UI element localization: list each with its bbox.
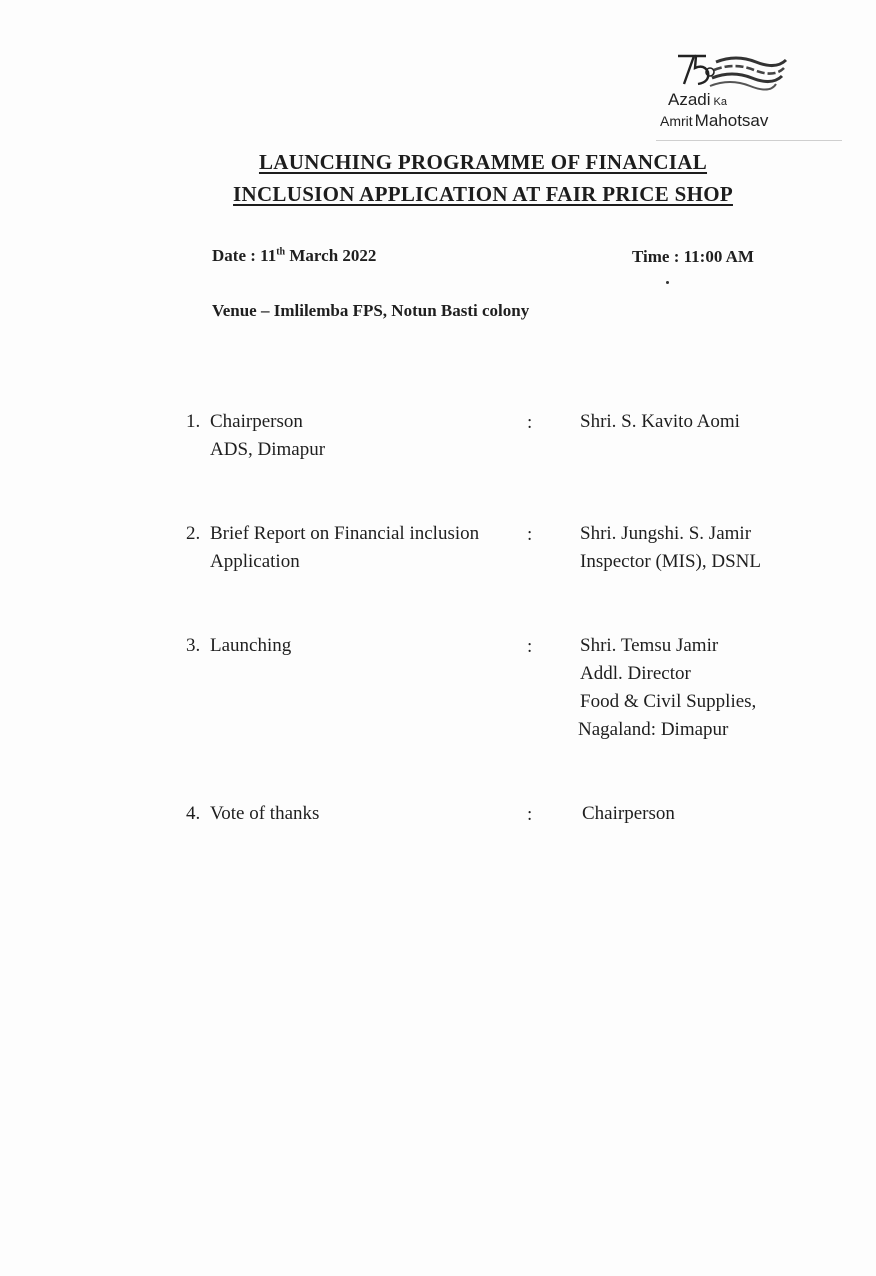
agenda-item-2-title-line-2: Application — [210, 551, 300, 572]
agenda-item-4-person-line-1: Chairperson — [582, 803, 675, 824]
agenda-item-4-separator: : — [527, 804, 533, 825]
logo-mahotsav: Mahotsav — [694, 111, 769, 130]
agenda-item-1-number: 1. — [186, 411, 201, 432]
date-prefix: Date : 11 — [212, 246, 277, 265]
logo-ka: Ka — [713, 96, 727, 108]
document-title-line-2: INCLUSION APPLICATION AT FAIR PRICE SHOP — [233, 182, 733, 206]
agenda-item-3-separator: : — [527, 636, 533, 657]
azadi-ka-amrit-mahotsav-logo — [656, 50, 846, 145]
agenda-item-3-person-line-4: Nagaland: Dimapur — [578, 719, 729, 740]
agenda-item-3-title-line-1: Launching — [210, 635, 292, 656]
agenda-item-2-person-line-1: Shri. Jungshi. S. Jamir — [580, 523, 752, 544]
agenda-item-4-title-line-1: Vote of thanks — [210, 803, 320, 824]
date-suffix: March 2022 — [285, 246, 377, 265]
agenda-item-1-person-line-1: Shri. S. Kavito Aomi — [580, 411, 740, 432]
agenda-item-3-person-line-2: Addl. Director — [580, 663, 691, 684]
document-title-line-1: LAUNCHING PROGRAMME OF FINANCIAL — [258, 150, 708, 174]
date-superscript: th — [276, 246, 286, 258]
agenda-item-2-title-line-1: Brief Report on Financial inclusion — [210, 523, 480, 544]
programme-date — [212, 246, 376, 266]
agenda-item-3-number: 3. — [186, 635, 201, 656]
agenda-item-2-number: 2. — [186, 523, 201, 544]
logo-divider — [656, 140, 842, 141]
agenda-item-2-separator: : — [527, 524, 533, 545]
agenda-item-1-separator: : — [527, 412, 533, 433]
agenda-item-1-title-line-1: Chairperson — [210, 411, 303, 432]
agenda-item-3-person-line-3: Food & Civil Supplies, — [580, 691, 757, 712]
logo-amrit: Amrit — [660, 113, 693, 129]
logo-text-azadi-ka — [668, 90, 727, 110]
agenda-item-4-number: 4. — [186, 803, 201, 824]
agenda-item-3-person-line-1: Shri. Temsu Jamir — [580, 635, 719, 656]
programme-time: Time : 11:00 AM — [632, 247, 754, 266]
agenda-item-1-title-line-2: ADS, Dimapur — [210, 439, 326, 460]
agenda-item-2-person-line-2: Inspector (MIS), DSNL — [580, 551, 762, 572]
programme-venue: Venue – Imlilemba FPS, Notun Basti colony — [212, 301, 530, 320]
logo-azadi: Azadi — [668, 90, 711, 109]
logo-text-amrit-mahotsav — [660, 111, 768, 131]
stray-dot — [666, 281, 669, 284]
